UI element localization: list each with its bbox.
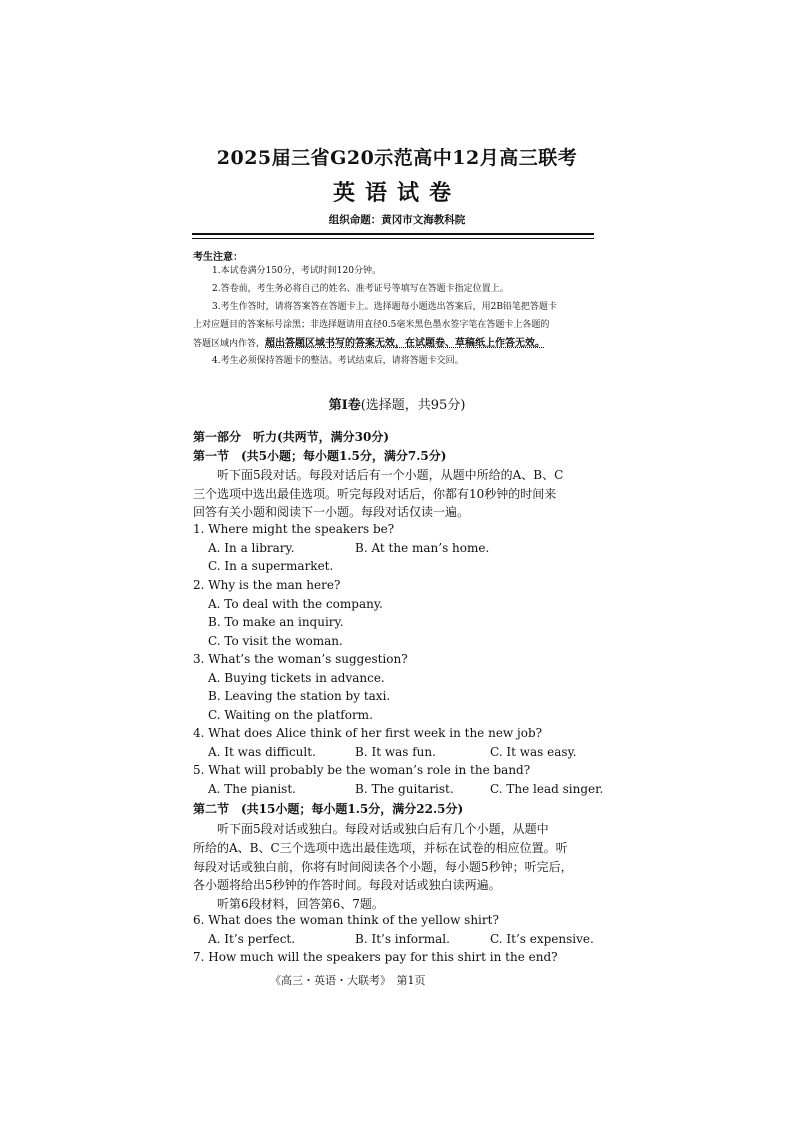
question-6-option-b: B. It’s informal. xyxy=(355,932,450,946)
notice-item-3-plain: 答题区域内作答， xyxy=(193,339,266,349)
question-4-option-b: B. It was fun. xyxy=(355,745,436,759)
header-rule-thin xyxy=(192,238,594,239)
question-2: 2. Why is the man here? xyxy=(193,578,341,592)
page-footer: 《高三・英语・大联考》 第1页 xyxy=(270,974,426,987)
section-2-instruction-line-1: 听下面5段对话或独白。每段对话或独白后有几个小题，从题中 xyxy=(217,822,549,836)
notice-item-3-line-2: 上对应题目的答案标号涂黑；非选择题请用直径0.5毫米黑色墨水签字笔在答题卡上各题的 xyxy=(193,320,550,330)
question-2-option-c: C. To visit the woman. xyxy=(208,634,343,648)
question-2-option-a: A. To deal with the company. xyxy=(208,597,383,611)
organizer: 组织命题：黄冈市文海教科院 xyxy=(328,214,466,226)
question-5: 5. What will probably be the woman’s role in the band? xyxy=(193,763,531,777)
notice-item-3-emphasis: 超出答题区域书写的答案无效，在试题卷、草稿纸上作答无效。 xyxy=(265,338,546,349)
notice-item-4: 4.考生必须保持答题卡的整洁。考试结束后，请将答题卡交回。 xyxy=(212,356,464,366)
question-2-option-b: B. To make an inquiry. xyxy=(208,615,344,629)
section-2-instruction-line-4: 各小题将给出5秒钟的作答时间。每段对话或独白读两遍。 xyxy=(193,878,501,892)
part-1-heading: 第一部分 听力(共两节，满分30分) xyxy=(193,430,390,444)
question-5-option-a: A. The pianist. xyxy=(208,782,296,796)
notice-heading: 考生注意： xyxy=(193,252,243,263)
question-5-option-c: C. The lead singer. xyxy=(490,782,604,796)
section-1-heading: 第一节 (共5小题；每小题1.5分，满分7.5分) xyxy=(193,449,447,463)
question-4-option-a: A. It was difficult. xyxy=(208,745,316,759)
notice-item-2: 2.答卷前，考生务必将自己的姓名、准考证号等填写在答题卡指定位置上。 xyxy=(212,284,509,294)
section-1-instruction-line-1: 听下面5段对话。每段对话后有一个小题，从题中所给的A、B、C xyxy=(217,468,564,482)
volume-title xyxy=(0,394,794,413)
section-1-instruction-line-3: 回答有关小题和阅读下一小题。每段对话仅读一遍。 xyxy=(193,505,470,519)
volume-title-rest: (选择题，共95分) xyxy=(360,398,466,413)
header-rule-thick xyxy=(192,233,594,235)
question-6-option-a: A. It’s perfect. xyxy=(208,932,296,946)
notice-item-1: 1.本试卷满分150分，考试时间120分钟。 xyxy=(212,266,381,276)
question-4-option-c: C. It was easy. xyxy=(490,745,577,759)
section-2-instruction-line-2: 所给的A、B、C三个选项中选出最佳选项，并标在试卷的相应位置。听 xyxy=(193,841,568,855)
notice-item-3-line-3 xyxy=(193,338,597,350)
question-6-option-c: C. It’s expensive. xyxy=(490,932,594,946)
question-5-option-b: B. The guitarist. xyxy=(355,782,454,796)
section-2-material: 听第6段材料，回答第6、7题。 xyxy=(217,897,384,911)
question-3: 3. What’s the woman’s suggestion? xyxy=(193,652,408,666)
question-3-option-b: B. Leaving the station by taxi. xyxy=(208,689,391,703)
section-2-instruction-line-3: 每段对话或独白前，你将有时间阅读各个小题，每小题5秒钟；听完后， xyxy=(193,860,573,874)
section-1-instruction-line-2: 三个选项中选出最佳选项。听完每段对话后，你都有10秒钟的时间来 xyxy=(193,487,557,501)
question-6: 6. What does the woman think of the yellow shirt? xyxy=(193,913,499,927)
question-1: 1. Where might the speakers be? xyxy=(193,522,395,536)
question-4: 4. What does Alice think of her first week in the new job? xyxy=(193,726,543,740)
question-7: 7. How much will the speakers pay for this shirt in the end? xyxy=(193,950,558,964)
question-3-option-a: A. Buying tickets in advance. xyxy=(208,671,385,685)
question-1-option-c: C. In a supermarket. xyxy=(208,559,334,573)
exam-subject: 英语试卷 xyxy=(332,180,461,206)
section-2-heading: 第二节 (共15小题；每小题1.5分，满分22.5分) xyxy=(193,802,464,816)
volume-title-main: 第Ⅰ卷 xyxy=(328,398,361,413)
notice-item-3-line-1: 3.考生作答时，请将答案答在答题卡上。选择题每小题选出答案后，用2B铅笔把答题卡 xyxy=(212,302,557,312)
question-3-option-c: C. Waiting on the platform. xyxy=(208,708,373,722)
question-1-option-a: A. In a library. xyxy=(208,541,295,555)
exam-title: 2025届三省G20示范高中12月高三联考 xyxy=(216,147,578,169)
question-1-option-b: B. At the man’s home. xyxy=(355,541,490,555)
